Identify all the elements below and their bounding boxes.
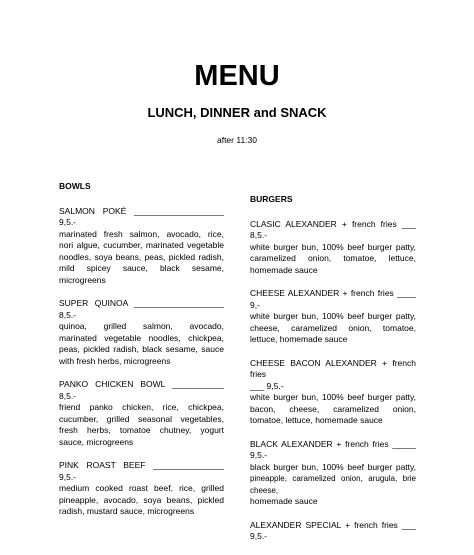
item-desc-line: fresh herbs, tomatoe chutney, yogurt xyxy=(59,425,224,435)
item-desc-line: pineapple, caramelized onion, arugula, brie cheese, xyxy=(250,474,416,495)
item-title-line: ALEXANDER SPECIAL + french fries ___ 9,5.- xyxy=(250,519,416,541)
menu-title: MENU xyxy=(194,60,280,92)
item-desc-line: black burger bun, 100% beef burger patty, xyxy=(250,461,416,472)
item-desc-line: homemade sauce xyxy=(250,496,318,506)
item-desc-line: quinoa, grilled salmon, avocado, xyxy=(59,321,224,331)
item-desc-line: pineapple, avocado, soya beans, pickled xyxy=(59,494,224,505)
menu-item-cheese-bacon-alexander xyxy=(250,358,416,427)
item-desc-line: nori algue, cucumber, marinated vegetable xyxy=(59,240,224,250)
item-desc-line: marinated vegetable noodles, chickpea, xyxy=(59,332,224,343)
burgers-heading: BURGERS xyxy=(250,194,293,204)
item-price-line: ___ 9,5.- xyxy=(250,380,284,391)
menu-item-clasic-alexander xyxy=(250,219,416,277)
item-desc-line: microgreens xyxy=(59,274,106,285)
menu-item-pink-roast-beef xyxy=(59,460,224,518)
item-title-line: CHEESE ALEXANDER + french fries ____ 9,- xyxy=(250,288,416,310)
item-desc-line: caramelized onion, tomatoe, lettuce, xyxy=(250,253,416,263)
serving-time: after 11:30 xyxy=(216,135,257,145)
item-title-line: CLASIC ALEXANDER + french fries ___ 8,5.- xyxy=(250,218,416,240)
item-desc-line: medium cooked roast beef, rice, grilled xyxy=(59,483,224,493)
item-desc-line: lettuce, homemade sauce xyxy=(250,334,348,344)
item-desc-line: cucumber, grilled seasonal vegetables, xyxy=(59,413,224,424)
item-desc-line: marinated fresh salmon, avocado, rice, xyxy=(59,228,224,239)
item-title-line: PINK ROAST BEEF _______________ 9,5.- xyxy=(59,460,224,482)
menu-item-cheese-alexander xyxy=(250,288,416,346)
item-desc-line: white burger bun, 100% beef burger patty, xyxy=(250,311,416,321)
menu-item-salmon-poke xyxy=(59,206,224,287)
item-desc-line: friend panko chicken, rice, chickpea, xyxy=(59,402,224,412)
item-desc-line: mild spicey sauce, black sesame, xyxy=(59,263,224,273)
menu-item-panko-chicken-bowl xyxy=(59,379,224,448)
item-desc-line: bacon, cheese, caramelized onion, xyxy=(250,403,416,414)
item-desc-line: cheese, caramelized onion, tomatoe, xyxy=(250,322,416,333)
item-desc-line: sauce, microgreens xyxy=(59,436,134,447)
item-desc-line: tomatoe, lettuce, homemade sauce xyxy=(250,415,383,425)
item-desc-line: with fresh herbs, microgreens xyxy=(59,355,171,366)
item-title-line: SUPER QUINOA ___________________ 8,5.- xyxy=(59,298,224,320)
item-title-line: PANKO CHICKEN BOWL ___________ 8,5.- xyxy=(59,379,224,401)
menu-item-black-alexander xyxy=(250,439,416,508)
bowls-section xyxy=(59,181,224,530)
item-title-line: CHEESE BACON ALEXANDER + french fries xyxy=(250,357,416,379)
bowls-heading: BOWLS xyxy=(59,181,91,191)
item-desc-line: radish, mustard sauce, microgreens xyxy=(59,506,195,516)
item-desc-line: noodles, soya beans, peas, pickled radish, xyxy=(59,251,224,262)
menu-subtitle: LUNCH, DINNER and SNACK xyxy=(147,105,327,120)
menu-item-super-quinoa xyxy=(59,298,224,367)
item-desc-line: white burger bun, 100% beef burger patty, xyxy=(250,392,416,402)
item-desc-line: peas, pickled radish, black sesame, sauce xyxy=(59,344,224,354)
item-desc-line: white burger bun, 100% beef burger patty, xyxy=(250,241,416,252)
item-title-line: BLACK ALEXANDER + french fries _____ 9,5.- xyxy=(250,438,416,460)
item-desc-line: homemade sauce xyxy=(250,264,318,275)
menu-item-alexander-special xyxy=(250,520,416,543)
burgers-section xyxy=(250,194,416,555)
item-title-line: SALMON POKÉ ___________________ 9,5.- xyxy=(59,205,224,227)
